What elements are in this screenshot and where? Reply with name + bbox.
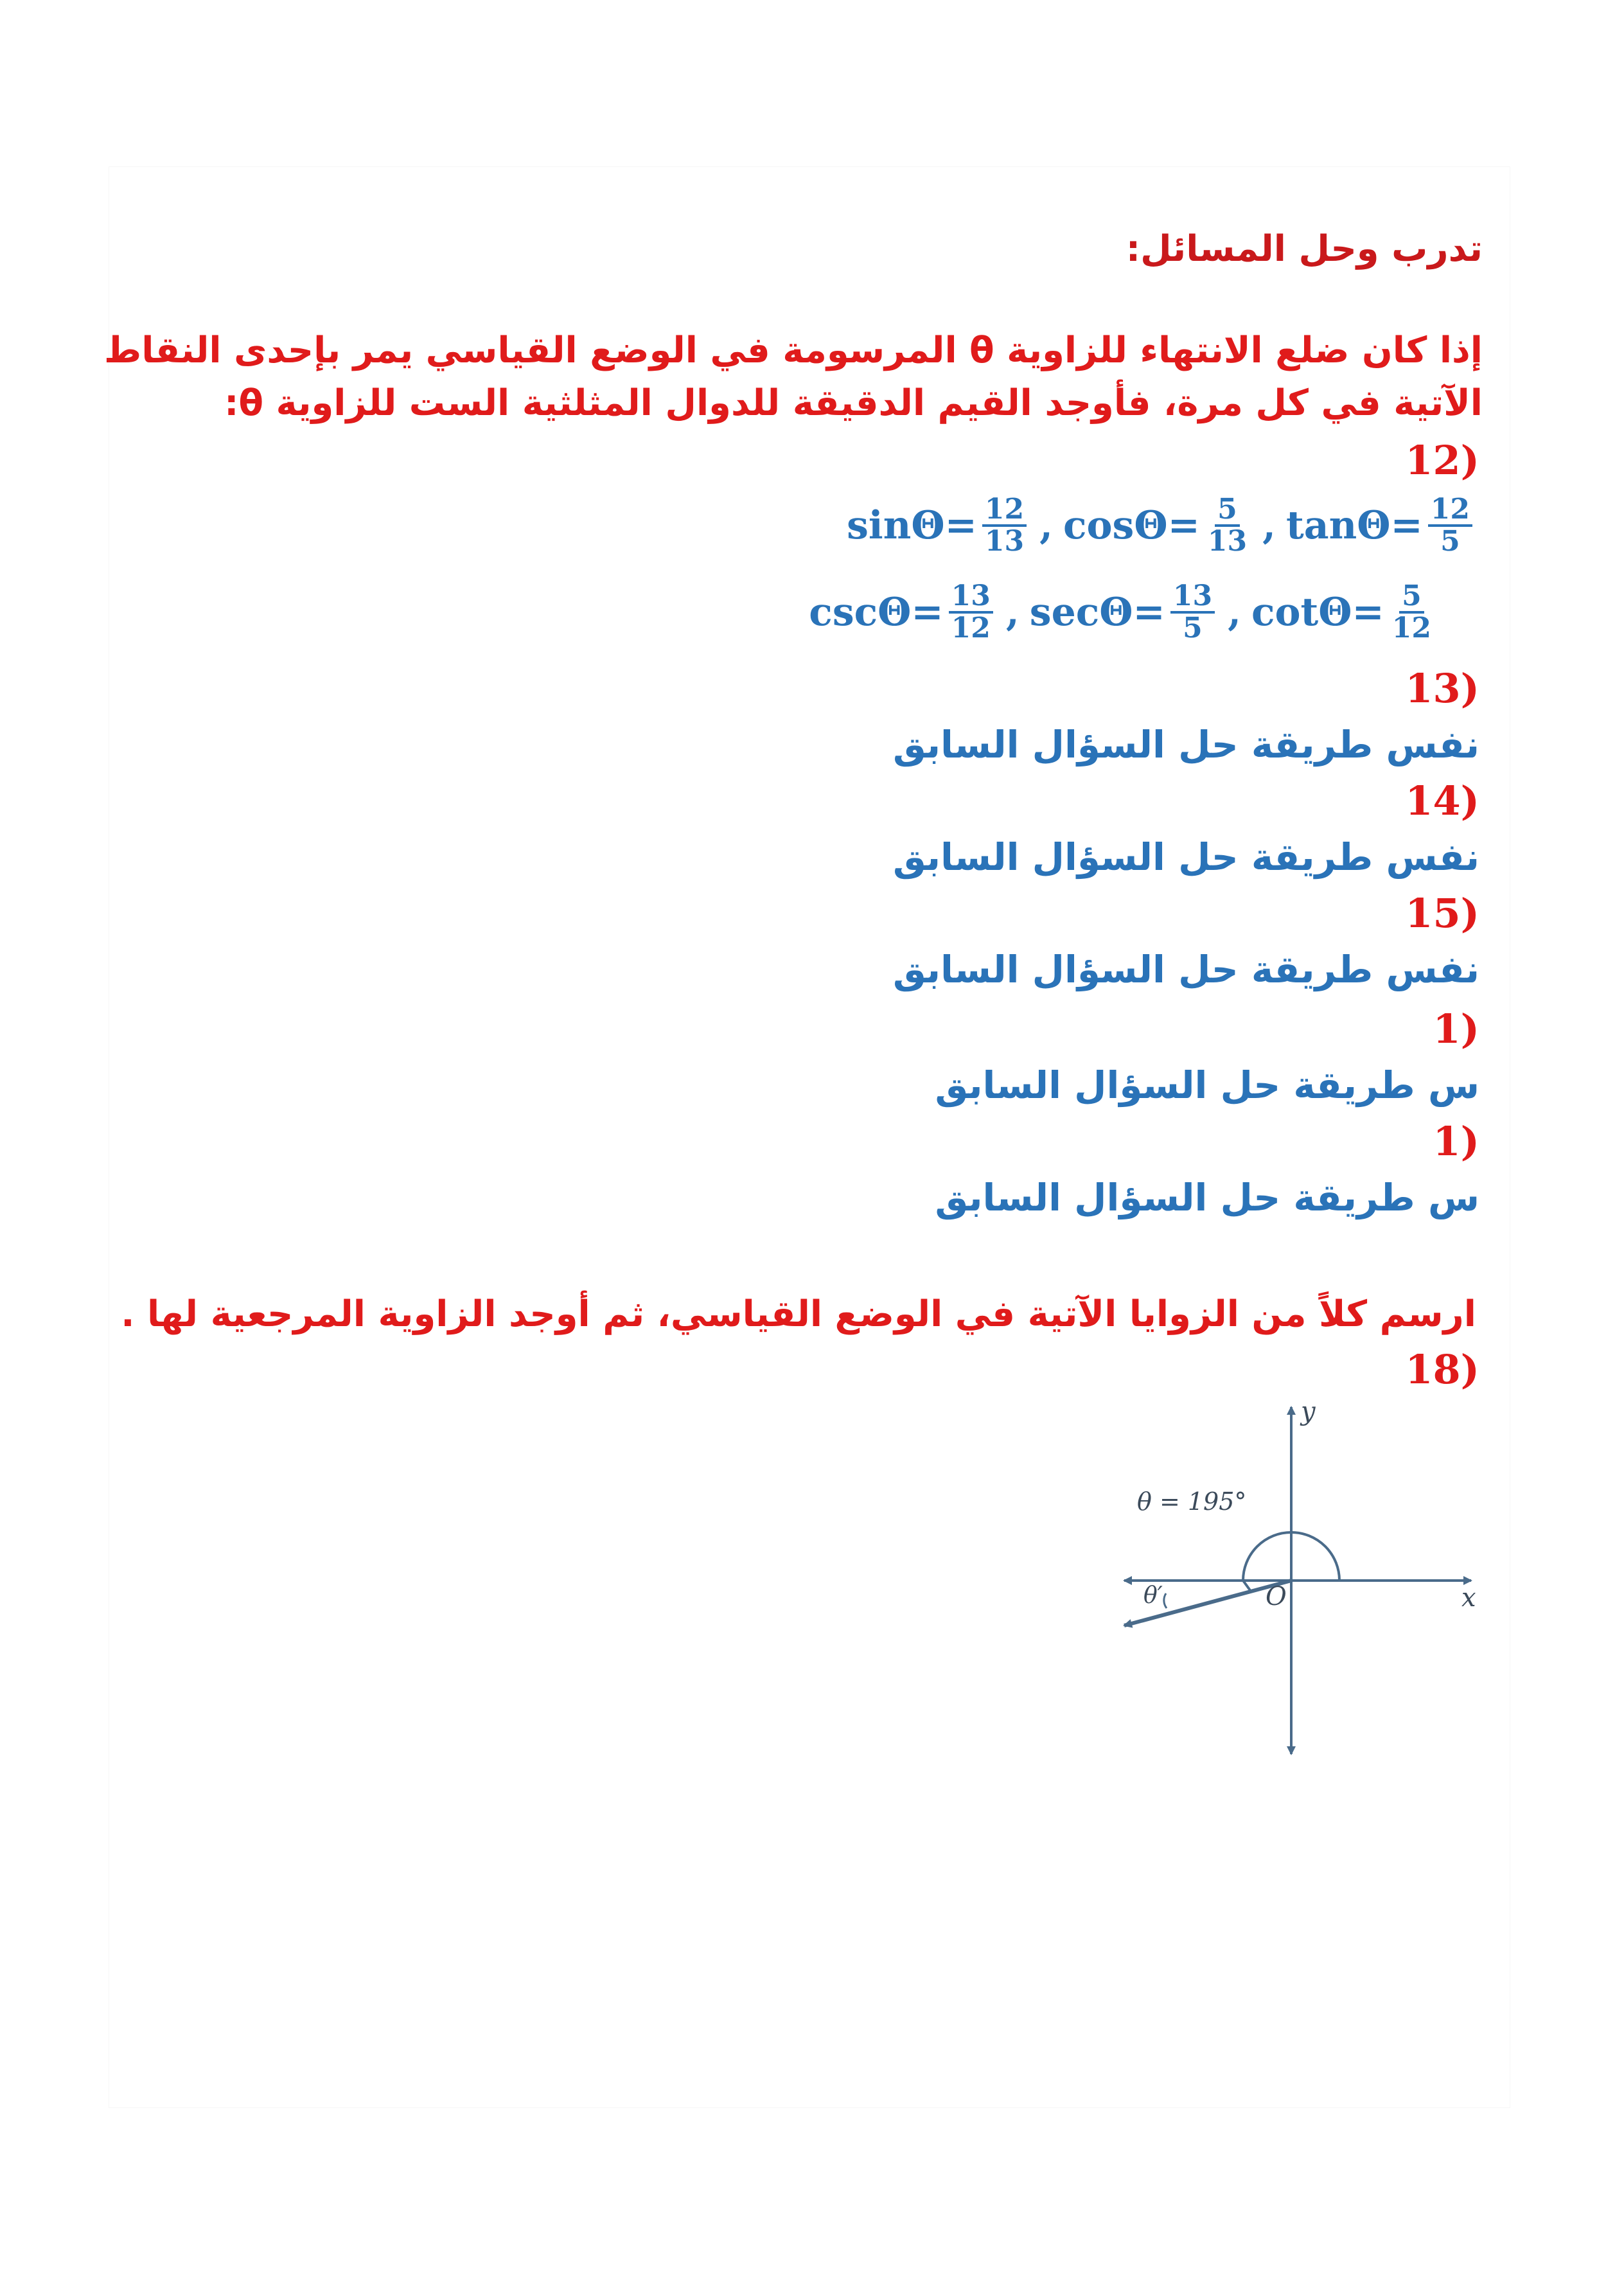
csc-numerator: 13	[949, 581, 993, 614]
cos-label: cosΘ=	[1063, 503, 1200, 549]
separator: ,	[1005, 590, 1019, 635]
question-14-answer: نفس طريقة حل السؤال السابق	[892, 835, 1479, 879]
tan-numerator: 12	[1428, 495, 1472, 527]
reference-angle-label: θ′	[1143, 1582, 1163, 1609]
draw-prompt: ارسم كلاً من الزوايا الآتية في الوضع القياسي، ثم أوجد الزاوية المرجعية لها .	[121, 1293, 1476, 1335]
separator: ,	[1039, 503, 1053, 549]
csc-denominator: 12	[951, 612, 991, 645]
csc-label: cscΘ=	[809, 590, 944, 635]
question-13-number: (13	[1405, 665, 1479, 712]
question-13-answer: نفس طريقة حل السؤال السابق	[892, 723, 1479, 766]
tan-denominator: 5	[1440, 525, 1460, 558]
question-15-number: (15	[1405, 890, 1479, 937]
question-16-number: (1	[1433, 1006, 1479, 1052]
cot-label: cotΘ=	[1251, 590, 1384, 635]
sec-label: secΘ=	[1029, 590, 1165, 635]
tan-label: tanΘ=	[1286, 503, 1423, 549]
sec-fraction	[1170, 581, 1215, 643]
q12-formula-row-2	[808, 581, 1438, 643]
separator: ,	[1262, 503, 1276, 549]
question-17-answer: س طريقة حل السؤال السابق	[935, 1176, 1479, 1219]
intro-line-1: إذا كان ضلع الانتهاء للزاوية θ المرسومة في الوضع القياسي يمر بإحدى النقاط	[104, 330, 1483, 371]
tan-fraction	[1428, 495, 1472, 556]
angle-195-diagram	[1105, 1394, 1503, 1767]
reference-angle-arc	[1164, 1593, 1167, 1608]
intro-line-2: الآتية في كل مرة، فأوجد القيم الدقيقة للدوال المثلثية الست للزاوية θ:	[224, 382, 1483, 424]
sec-numerator: 13	[1170, 581, 1215, 614]
sin-numerator: 12	[982, 495, 1027, 527]
section-title: تدرب وحل المسائل:	[1125, 228, 1483, 270]
cos-numerator: 5	[1215, 495, 1240, 527]
q12-formula-row-1	[845, 495, 1476, 556]
cot-numerator: 5	[1399, 581, 1424, 614]
csc-fraction	[949, 581, 993, 643]
angle-label: θ = 195°	[1137, 1487, 1247, 1516]
cot-fraction	[1390, 581, 1434, 643]
question-17-number: (1	[1433, 1118, 1479, 1165]
sec-denominator: 5	[1183, 612, 1203, 645]
sin-fraction	[982, 495, 1027, 556]
question-15-answer: نفس طريقة حل السؤال السابق	[892, 948, 1479, 991]
worksheet-page	[104, 167, 1510, 2107]
separator: ,	[1228, 590, 1241, 635]
angle-arc-arrow	[1243, 1581, 1251, 1592]
origin-label: O	[1266, 1582, 1287, 1611]
question-12-number: (12	[1405, 437, 1479, 484]
cot-denominator: 12	[1391, 612, 1431, 645]
question-16-answer: س طريقة حل السؤال السابق	[935, 1063, 1479, 1107]
y-axis-label: y	[1301, 1397, 1316, 1426]
cos-denominator: 13	[1207, 525, 1248, 558]
cos-fraction	[1205, 495, 1249, 556]
question-14-number: (14	[1405, 777, 1479, 824]
sin-denominator: 13	[984, 525, 1025, 558]
question-18-number: (18	[1405, 1346, 1479, 1393]
sin-label: sinΘ=	[847, 503, 977, 549]
x-axis-label: x	[1461, 1583, 1476, 1613]
